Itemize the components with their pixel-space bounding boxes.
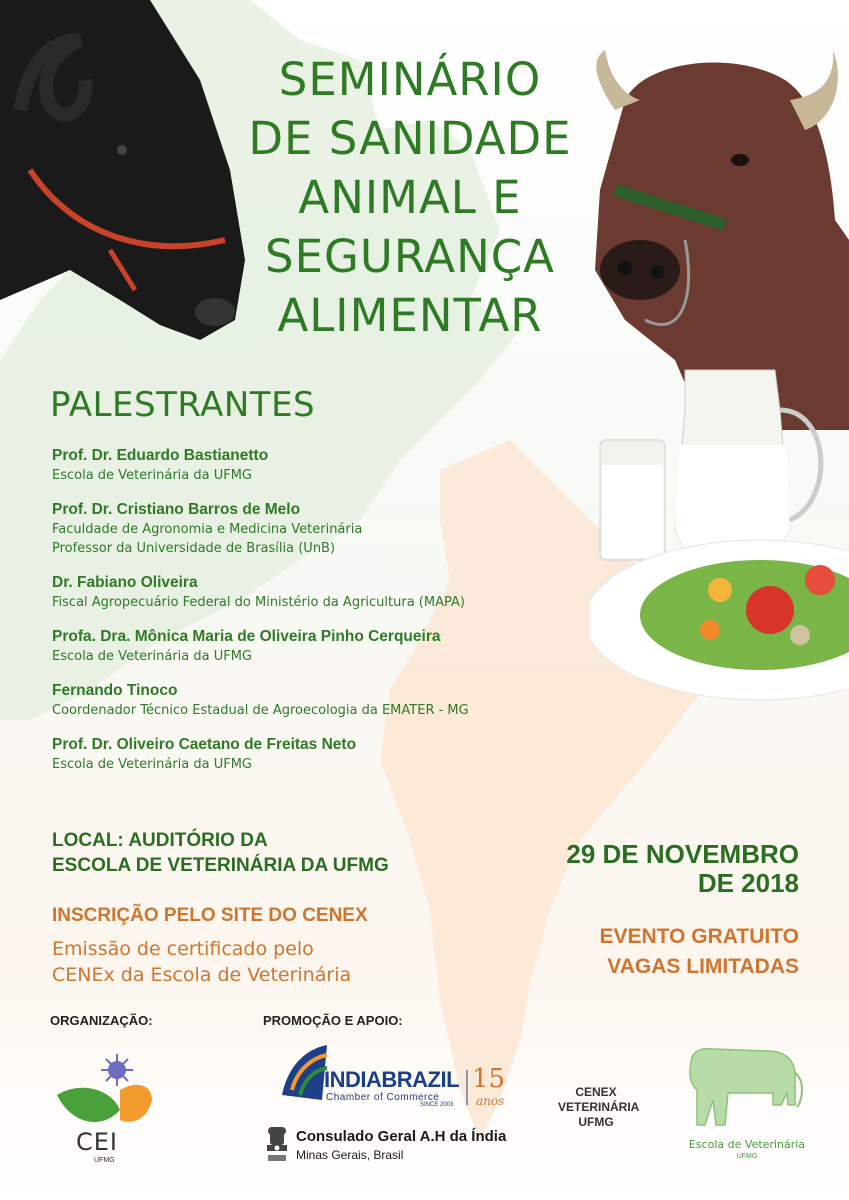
seminar-title xyxy=(200,50,620,345)
speaker-item xyxy=(52,445,592,485)
speaker-name: Fernando Tinoco xyxy=(52,682,178,699)
consulate-city: Minas Gerais, Brasil xyxy=(296,1148,404,1162)
india-emblem-icon xyxy=(262,1123,292,1165)
speaker-affiliation: Coordenador Técnico Estadual de Agroecologia da EMATER - MG xyxy=(52,703,469,718)
certificate-line: CENEx da Escola de Veterinária xyxy=(52,964,352,986)
certificate-note xyxy=(52,936,351,988)
speaker-affiliation: Fiscal Agropecuário Federal do Ministério da Agricultura (MAPA) xyxy=(52,595,465,610)
date-line: DE 2018 xyxy=(697,868,799,898)
speaker-name: Prof. Dr. Cristiano Barros de Melo xyxy=(52,501,301,518)
cenex-line: CENEX xyxy=(575,1085,617,1099)
speaker-item xyxy=(52,626,592,666)
vet-school-name: Escola de Veterinária xyxy=(688,1138,806,1151)
event-notice xyxy=(599,922,799,982)
event-notice-line: VAGAS LIMITADAS xyxy=(607,955,799,978)
date-line: 29 DE NOVEMBRO xyxy=(566,839,799,869)
speaker-name: Prof. Dr. Eduardo Bastianetto xyxy=(52,447,269,464)
speaker-item xyxy=(52,680,592,720)
indiabrazil-anos: anos xyxy=(476,1094,505,1108)
indiabrazil-logo-text: INDIABRAZIL xyxy=(324,1067,460,1092)
speaker-affiliation: Escola de Veterinária da UFMG xyxy=(52,757,253,772)
cei-logo-text: CEI xyxy=(76,1128,118,1156)
cenex-line: UFMG xyxy=(578,1115,614,1129)
cow-silhouette-icon xyxy=(683,1045,808,1135)
cei-logo-subtext: UFMG xyxy=(94,1157,115,1164)
title-line: DE SANIDADE xyxy=(248,112,572,165)
speaker-item xyxy=(52,572,592,612)
indiabrazil-logo-subtext: Chamber of Commerce xyxy=(326,1092,440,1103)
organization-label: ORGANIZAÇÃO: xyxy=(50,1013,153,1028)
speaker-affiliation: Escola de Veterinária da UFMG xyxy=(52,649,253,664)
speaker-name: Profa. Dra. Mônica Maria de Oliveira Pinho Cerqueira xyxy=(52,628,441,645)
cenex-label xyxy=(558,1085,640,1130)
speaker-affiliation: Faculdade de Agronomia e Medicina Veterinária xyxy=(52,522,363,537)
speakers-list xyxy=(52,445,592,788)
vet-school-subtext: UFMG xyxy=(736,1153,758,1160)
venue-line: ESCOLA DE VETERINÁRIA DA UFMG xyxy=(52,855,389,876)
venue-line: LOCAL: AUDITÓRIO DA xyxy=(52,830,268,851)
speaker-affiliation: Professor da Universidade de Brasília (UnB) xyxy=(52,541,336,556)
promotion-label: PROMOÇÃO E APOIO: xyxy=(263,1013,403,1028)
title-line: ALIMENTAR xyxy=(277,289,543,342)
title-line: SEMINÁRIO xyxy=(278,53,542,106)
indiabrazil-since: SINCE 2003 xyxy=(420,1102,454,1108)
event-notice-line: EVENTO GRATUITO xyxy=(599,925,799,948)
consulate-name: Consulado Geral A.H da Índia xyxy=(296,1128,507,1145)
title-line: SEGURANÇA xyxy=(265,230,555,283)
indiabrazil-years: 15 xyxy=(472,1064,506,1094)
speakers-heading: PALESTRANTES xyxy=(50,385,316,425)
speaker-name: Dr. Fabiano Oliveira xyxy=(52,574,198,591)
certificate-line: Emissão de certificado pelo xyxy=(52,938,314,960)
title-line: ANIMAL E xyxy=(298,171,522,224)
cenex-line: VETERINÁRIA xyxy=(558,1100,640,1114)
salad-plate-photo xyxy=(590,520,849,720)
event-date xyxy=(566,840,799,898)
venue-info xyxy=(52,828,389,878)
speaker-item xyxy=(52,499,592,558)
speaker-affiliation: Escola de Veterinária da UFMG xyxy=(52,468,253,483)
registration-title: INSCRIÇÃO PELO SITE DO CENEX xyxy=(52,905,368,926)
speaker-item xyxy=(52,734,592,774)
speaker-name: Prof. Dr. Oliveiro Caetano de Freitas Neto xyxy=(52,736,357,753)
